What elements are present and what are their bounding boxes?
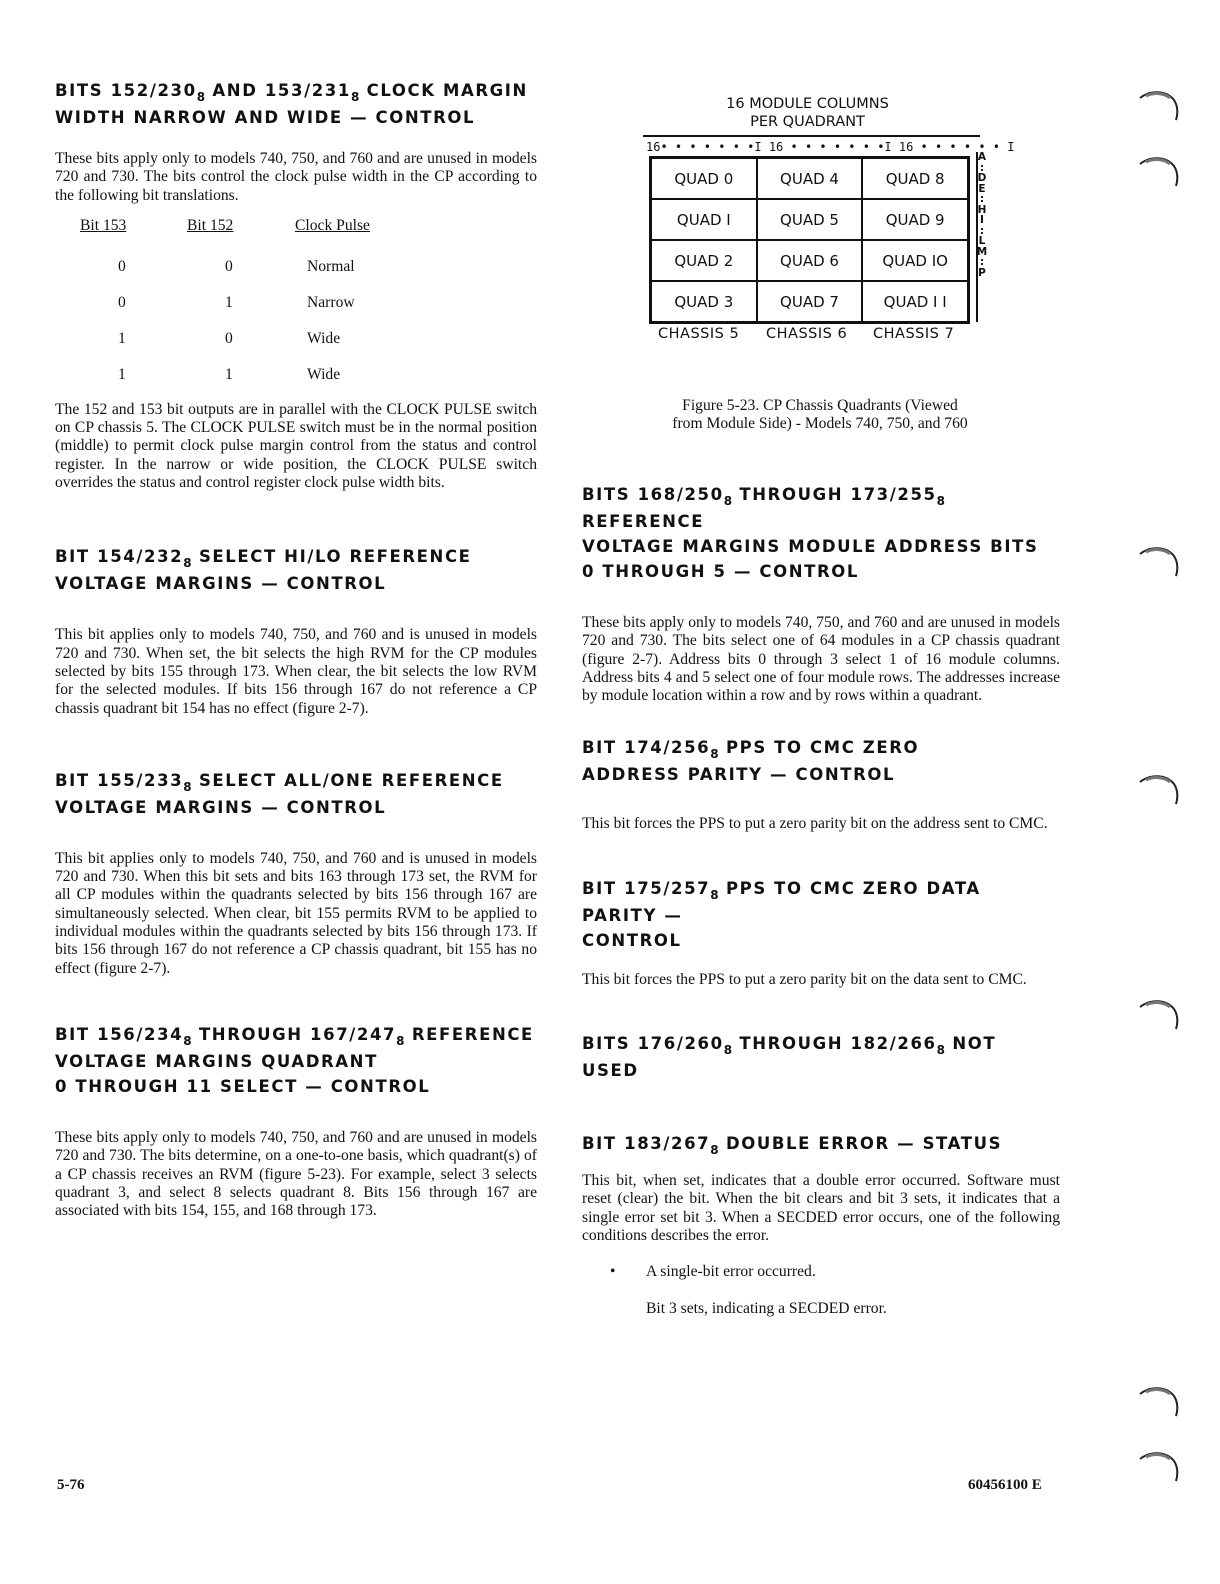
quad-cell: QUAD IO: [862, 240, 968, 281]
figure-top-label: 16 MODULE COLUMNS PER QUADRANT: [726, 96, 889, 130]
module-row-letters: A : D E : H I : L M : P: [976, 151, 988, 279]
binder-hole-icon: [1136, 86, 1182, 122]
paragraph-bit-174: This bit forces the PPS to put a zero parity bit on the address sent to CMC.: [582, 815, 1048, 833]
binder-hole-icon: [1136, 995, 1182, 1031]
quad-cell: QUAD 6: [757, 240, 863, 281]
quad-cell: QUAD 9: [862, 199, 968, 240]
clock-pulse-table: [80, 217, 370, 393]
binder-hole-icon: [1136, 1447, 1182, 1483]
quad-cell: QUAD 8: [862, 158, 968, 199]
left-column: [55, 78, 537, 1220]
column-header: Bit 153: [80, 216, 127, 234]
paragraph-bit-175: This bit forces the PPS to put a zero parity bit on the data sent to CMC.: [582, 970, 1027, 988]
table-cell: 1: [118, 365, 126, 383]
quad-cell: QUAD 7: [757, 281, 863, 322]
table-cell: 0: [225, 257, 233, 275]
heading-bit-174: BIT $174/256_8$ PPS TO CMC ZERO ADDRESS PARITY — CONTROL: [582, 738, 920, 785]
bullet-item: • A single-bit error occurred.: [610, 1263, 816, 1281]
heading-bit-154: BIT $154/232_8$ SELECT HI/LO REFERENCE VOLTAGE MARGINS — CONTROL: [55, 547, 472, 594]
paragraph-clock-pulse-switch: The 152 and 153 bit outputs are in parallel with the CLOCK PULSE switch on CP chassis 5. The CLOCK PULSE switch must be in the normal position (middle) to permit clock pulse margin control from the status and control register. In the narrow or wide position, the CLOCK PULSE switch overrides the status and control register clock pulse width bits.: [55, 400, 537, 492]
table-row: [80, 285, 370, 321]
quad-cell: QUAD 0: [651, 158, 757, 199]
bullet-follow-text: Bit 3 sets, indicating a SECDED error.: [646, 1299, 887, 1317]
table-cell: Normal: [307, 257, 355, 275]
paragraph-bit-183: This bit, when set, indicates that a double error occurred. Software must reset (clear) the bit. When the bit clears and bit 3 sets, it indicates that a single error set bit 3. When a SECDED error occurs, one of the following conditions describes the error.: [582, 1172, 1060, 1244]
binder-hole-icon: [1136, 542, 1182, 578]
right-column: [582, 482, 1060, 1318]
heading-bits-156-167: BIT $156/234_8$ THROUGH $167/247_8$ REFERENCE VOLTAGE MARGINS QUADRANT 0 THROUGH 11 SELECT — CONTROL: [55, 1024, 534, 1096]
chassis-label: CHASSIS 5: [658, 326, 740, 342]
quad-cell: QUAD I I: [862, 281, 968, 322]
quadrant-grid: [649, 156, 970, 324]
heading-bit-183: BIT $183/267_8$ DOUBLE ERROR — STATUS: [582, 1134, 1003, 1158]
paragraph-bits-152-153: These bits apply only to models 740, 750, and 760 and are unused in models 720 and 730. The bits control the clock pulse width in the CP according to the following bit translations.: [55, 150, 537, 204]
table-cell: 0: [225, 329, 233, 347]
table-cell: Wide: [307, 329, 341, 347]
chassis-label: CHASSIS 6: [766, 326, 848, 342]
table-row: [80, 249, 370, 285]
heading-bit-175: BIT $175/257_8$ PPS TO CMC ZERO DATA PARITY — CONTROL: [582, 878, 981, 950]
quad-cell: QUAD I: [651, 199, 757, 240]
column-header: Clock Pulse: [295, 216, 370, 234]
heading-bits-168-173: BITS $168/250_8$ THROUGH $173/255_8$ REFERENCE VOLTAGE MARGINS MODULE ADDRESS BITS 0 THROUGH 5 — CONTROL: [582, 485, 1039, 581]
paragraph-bits-156-167: These bits apply only to models 740, 750, and 760 and are unused in models 720 and 730. The bits determine, on a one-to-one basis, which quadrant(s) of a CP chassis receives an RVM (figure 5-23). For example, select 3 selects quadrant 3, and select 8 selects quadrant 8. Bits 156 through 167 are associated with bits 154, 155, and 168 through 173.: [55, 1128, 537, 1220]
quad-cell: QUAD 4: [757, 158, 863, 199]
document-number: 60456100 E: [968, 1477, 1042, 1493]
binder-hole-icon: [1136, 770, 1182, 806]
bullet-icon: •: [610, 1263, 616, 1281]
column-header: Bit 152: [187, 216, 234, 234]
module-column-numbers: 16• • • • • • •I 16 • • • • • • •I 16 • • • • • • I: [646, 140, 1015, 154]
binder-hole-icon: [1136, 1382, 1182, 1418]
table-header-row: [80, 217, 370, 249]
table-cell: 1: [225, 365, 233, 383]
quad-cell: QUAD 5: [757, 199, 863, 240]
paragraph-bit-154: This bit applies only to models 740, 750, and 760 and is unused in models 720 and 730. When set, the bit selects the high RVM for the CP modules selected by bits 155 through 173. When clear, the bit selects the low RVM for the selected modules. If bits 156 through 167 do not reference a CP chassis quadrant bit 154 has no effect (figure 2-7).: [55, 626, 537, 717]
table-row: [80, 321, 370, 357]
table-cell: Narrow: [307, 293, 355, 311]
quad-cell: QUAD 3: [651, 281, 757, 322]
page-number: 5-76: [57, 1477, 85, 1493]
paragraph-bit-155: This bit applies only to models 740, 750, and 760 and is unused in models 720 and 730. When this bit sets and bits 163 through 173 set, the RVM for all CP modules within the quadrants selected by bits 156 through 167 are simultaneously selected. When clear, bit 155 permits RVM to be applied to individual modules within the quadrants selected by bits 156 through 173. If bits 156 through 167 do not reference a CP chassis quadrant, bit 155 has no effect (figure 2-7).: [55, 849, 537, 977]
chassis-label: CHASSIS 7: [873, 326, 955, 342]
table-cell: 1: [225, 293, 233, 311]
heading-bit-155: BIT $155/233_8$ SELECT ALL/ONE REFERENCE VOLTAGE MARGINS — CONTROL: [55, 770, 504, 817]
table-cell: Wide: [307, 365, 341, 383]
figure-caption: Figure 5-23. CP Chassis Quadrants (Viewed from Module Side) - Models 740, 750, and 760: [672, 397, 968, 432]
table-cell: 1: [118, 329, 126, 347]
heading-bits-152-153: BITS $152/230_8$ AND $153/231_8$ CLOCK MARGIN WIDTH NARROW AND WIDE — CONTROL: [55, 81, 528, 127]
quad-cell: QUAD 2: [651, 240, 757, 281]
table-row: [80, 357, 370, 393]
table-cell: 0: [118, 293, 126, 311]
binder-hole-icon: [1136, 152, 1182, 188]
paragraph-bits-168-173: These bits apply only to models 740, 750, and 760 and are unused in models 720 and 730. The bits select one of 64 modules in a CP chassis quadrant (figure 2-7). Address bits 0 through 3 select 1 of 16 module columns. Address bits 4 and 5 select one of four module rows. The addresses increase by module location within a row and by rows within a quadrant.: [582, 614, 1060, 705]
heading-bits-176-182: BITS $176/260_8$ THROUGH $182/266_8$ NOT USED: [582, 1034, 997, 1081]
table-cell: 0: [118, 257, 126, 275]
